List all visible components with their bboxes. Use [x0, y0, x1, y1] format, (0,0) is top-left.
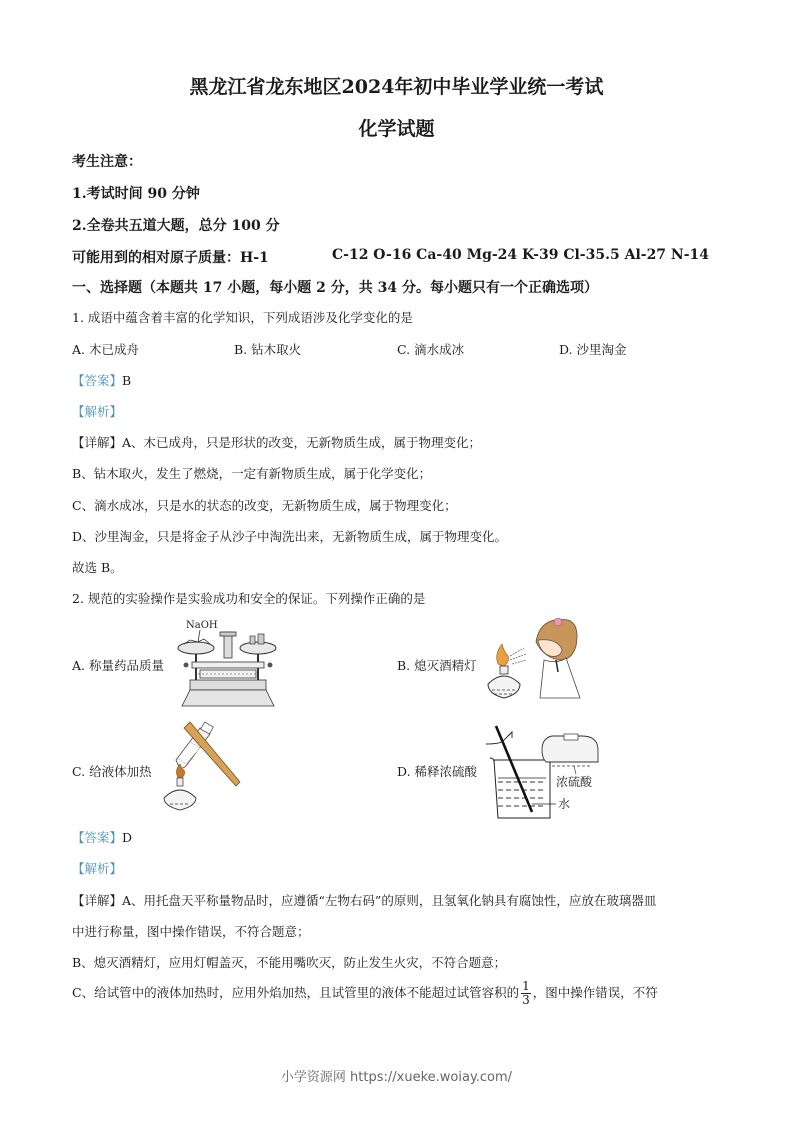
notice-heading: 考生注意： [72, 154, 142, 170]
watermark: 小学资源网 https://xueke.woiay.com/ [280, 1070, 513, 1085]
answer-row [72, 371, 131, 389]
detail-line: D、沙里淘金，只是将金子从沙子中淘洗出来，无新物质生成，属于物理变化。 [72, 529, 508, 544]
notice-item: 1.考试时间 90 分钟 [72, 186, 200, 202]
option-d: D. 沙里淘金 [559, 342, 627, 357]
exam-title: 黑龙江省龙东地区2024年初中毕业学业统一考试 [189, 76, 604, 98]
atomic-mass-values: C-12 O-16 Ca-40 Mg-24 K-39 Cl-35.5 Al-27 N-14 [332, 247, 710, 263]
option-b: B. 钻木取火 [234, 342, 302, 357]
section-heading: 一、选择题（本题共 17 小题，每小题 2 分，共 34 分。每小题只有一个正确选项） [72, 280, 598, 296]
dilution-figure [486, 722, 610, 822]
detail-line: B、钻木取火，发生了燃烧，一定有新物质生成，属于化学变化； [72, 466, 432, 481]
heating-liquid-figure [160, 720, 246, 812]
detail-line: C、给试管中的液体加热时，应用外焰加热，且试管里的液体不能超过试管容积的 $\frac{1}{3}$ ，图中操作错误，不符 [72, 979, 658, 1007]
answer-value: D [122, 830, 133, 845]
notice-item: 2.全卷共五道大题，总分 100 分 [72, 218, 280, 234]
dilute-sulfuric-acid-icon [486, 722, 610, 822]
option-d: D. 稀释浓硫酸 [397, 764, 478, 779]
detail-line: B、熄灭酒精灯，应用灯帽盖灭，不能用嘴吹灭，防止发生火灾，不符合题意； [72, 955, 507, 970]
exam-subtitle: 化学试题 [358, 118, 435, 140]
svg-text:NaOH: NaOH [186, 620, 218, 631]
detail-line: 【详解】A、木已成舟，只是形状的改变，无新物质生成，属于物理变化； [72, 435, 482, 450]
fraction: $\frac{1}{3}$ [522, 979, 530, 1007]
detail-line: 【详解】A、用托盘天平称量物品时，应遵循“左物右码”的原则，且氢氧化钠具有腐蚀性，应放在玻璃器皿 [72, 893, 657, 908]
blow-lamp-figure [484, 614, 584, 706]
analysis-label: 【解析】 [72, 861, 123, 876]
question-stem: 2. 规范的实验操作是实验成功和安全的保证。下列操作正确的是 [72, 591, 426, 606]
option-a: A. 称量药品质量 [72, 658, 164, 673]
atomic-mass-label: 可能用到的相对原子质量：H-1 [72, 250, 269, 266]
svg-text:水: 水 [558, 797, 571, 811]
answer-value: B [122, 373, 132, 388]
detail-label: 【详解】 [72, 893, 123, 908]
answer-label: 【答案】 [72, 830, 123, 845]
answer-row [72, 828, 132, 846]
test-tube-heating-icon [160, 720, 246, 812]
option-c: C. 给液体加热 [72, 764, 152, 779]
svg-text:浓硫酸: 浓硫酸 [556, 775, 593, 789]
question-stem: 1. 成语中蕴含着丰富的化学知识，下列成语涉及化学变化的是 [72, 310, 413, 325]
alcohol-lamp-blowing-icon [484, 614, 584, 706]
option-b: B. 熄灭酒精灯 [397, 658, 477, 673]
option-c: C. 滴水成冰 [397, 342, 465, 357]
detail-label: 【详解】 [72, 435, 123, 450]
detail-line: 中进行称量，图中操作错误，不符合题意； [72, 924, 310, 939]
option-a: A. 木已成舟 [72, 342, 139, 357]
detail-line: 故选 B。 [72, 560, 123, 575]
balance-scale-icon [176, 618, 280, 710]
balance-figure [176, 618, 280, 710]
analysis-label: 【解析】 [72, 404, 123, 419]
answer-label: 【答案】 [72, 373, 123, 388]
detail-line: C、滴水成冰，只是水的状态的改变，无新物质生成，属于物理变化； [72, 498, 457, 513]
